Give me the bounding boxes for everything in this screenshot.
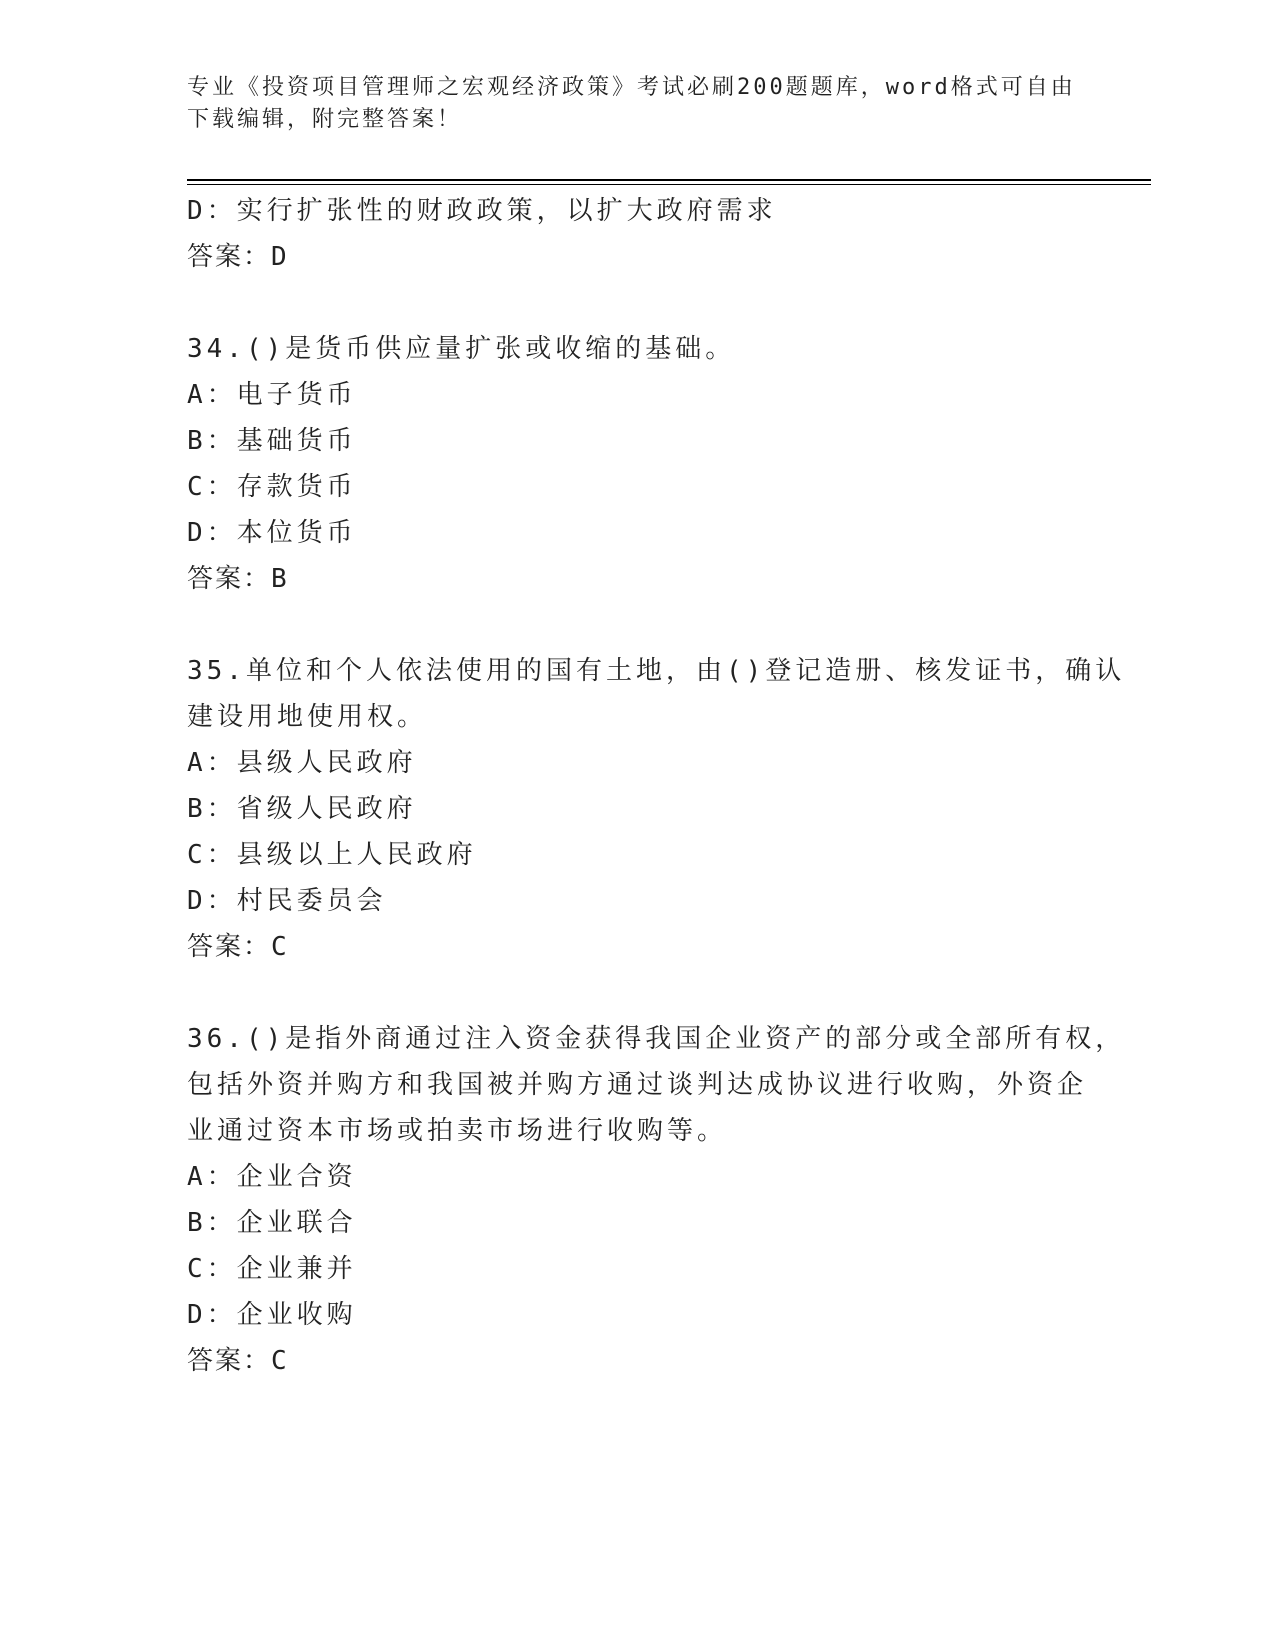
option-c: C：企业兼并	[187, 1254, 357, 1284]
option-d: D：实行扩张性的财政政策，以扩大政府需求	[187, 196, 777, 226]
answer-line: 答案：D	[187, 242, 289, 272]
question-34	[187, 326, 1087, 602]
option-b: B：企业联合	[187, 1208, 357, 1238]
option-d: D：企业收购	[187, 1300, 357, 1330]
question-stem: 34.()是货币供应量扩张或收缩的基础。	[187, 334, 736, 364]
answer-line: 答案：B	[187, 564, 289, 594]
question-stem: 35.单位和个人依法使用的国有土地，由()登记造册、核发证书，确认	[187, 656, 1126, 686]
question-stem: 建设用地使用权。	[187, 702, 428, 732]
spacer	[187, 970, 1087, 1016]
option-b: B：省级人民政府	[187, 794, 417, 824]
question-35	[187, 648, 1126, 970]
header-line-1: 专业《投资项目管理师之宏观经济政策》考试必刷200题题库，word格式可自由	[187, 75, 1076, 100]
question-stem: 业通过资本市场或拍卖市场进行收购等。	[187, 1116, 728, 1146]
option-d: D：村民委员会	[187, 886, 387, 916]
answer-line: 答案：C	[187, 1346, 289, 1376]
spacer	[187, 280, 1087, 326]
answer-line: 答案：C	[187, 932, 289, 962]
option-c: C：存款货币	[187, 472, 357, 502]
option-a: A：电子货币	[187, 380, 357, 410]
spacer	[187, 602, 1087, 648]
question-stem: 36.()是指外商通过注入资金获得我国企业资产的部分或全部所有权，	[187, 1024, 1126, 1054]
document-body	[187, 188, 1126, 1384]
header-line-2: 下载编辑，附完整答案！	[187, 107, 463, 132]
option-b: B：基础货币	[187, 426, 357, 456]
question-33-tail	[187, 188, 1087, 280]
question-stem: 包括外资并购方和我国被并购方通过谈判达成协议进行收购，外资企	[187, 1070, 1088, 1100]
option-a: A：县级人民政府	[187, 748, 417, 778]
header-divider-thick	[187, 179, 1151, 181]
header-divider-thin	[187, 184, 1151, 185]
question-36	[187, 1016, 1126, 1384]
option-a: A：企业合资	[187, 1162, 357, 1192]
option-c: C：县级以上人民政府	[187, 840, 477, 870]
option-d: D：本位货币	[187, 518, 357, 548]
page-header	[187, 72, 1087, 136]
